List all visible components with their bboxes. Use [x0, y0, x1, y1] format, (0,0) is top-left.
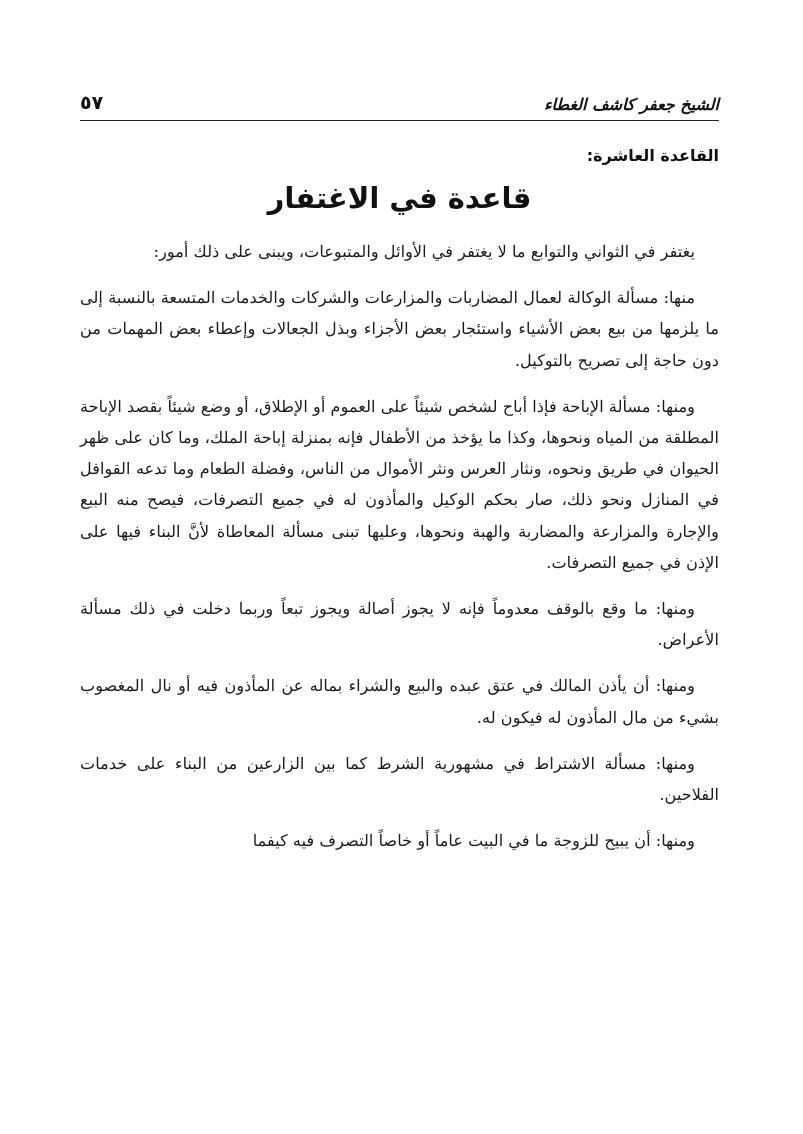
paragraph-intro: يغتفر في الثواني والتوابع ما لا يغتفر في الأوائل والمتبوعات، ويبنى على ذلك أمور: — [153, 242, 695, 261]
paragraph-endowment: ومنها: ما وقع بالوقف معدوماً فإنه لا يجوز أصالة ويجوز تبعاً وربما دخلت في ذلك مسألة الأعراض. — [80, 599, 719, 650]
page-number: ٥٧ — [80, 92, 104, 114]
paragraph-condition: ومنها: مسألة الاشتراط في مشهورية الشرط كما بين الزارعين من البناء على خدمات الفلاحين. — [80, 753, 719, 805]
body-text — [80, 236, 719, 871]
section-label: القاعدة العاشرة: — [586, 146, 719, 165]
paragraph-permission: ومنها: مسألة الإباحة فإذا أباح لشخص شيئاً على العموم أو الإطلاق، أو وضع شيئاً بقصد الإباحة المطلقة من المياه ونحوها، وكذا ما يؤخذ من الأطفال فإنه بمنزلة إباحة الملك، وما كان على ظهر الحيوان في طريق ونحوه، ونثار العرس ونثر الأموال من الناس، وفضلة الطعام وما تدعه القوافل في المنازل ونحو ذلك، صار بحكم الوكيل والمأذون له في جميع التصرفات، فيصح منه البيع والإجارة والمزارعة والمضاربة والهبة ونحوها، وعليها تبنى مسألة المعاطاة لأنَّ البناء فيها على الإذن في جميع التصرفات. — [80, 396, 719, 572]
paragraph-agency: منها: مسألة الوكالة لعمال المضاربات والمزارعات والشركات والخدمات المتسعة بالنسبة إلى ما يلزمها من بيع بعض الأشياء واستئجار بعض الأجزاء وبذل الجعالات وإعطاء بعض المهمات من دون حاجة إلى تصريح بالتوكيل. — [80, 288, 719, 370]
paragraph-wife: ومنها: أن يبيح للزوجة ما في البيت عاماً أو خاصاً التصرف فيه كيفما — [252, 831, 695, 851]
running-title: الشيخ جعفر كاشف الغطاء — [543, 95, 719, 114]
paragraph-owner-permission: ومنها: أن يأذن المالك في عتق عبده والبيع والشراء بماله عن المأذون فيه أو نال المغصوب بشيء من مال المأذون له فيكون له. — [80, 676, 719, 727]
header-divider — [80, 120, 719, 121]
page-header — [80, 82, 719, 114]
chapter-title: قاعدة في الاغتفار — [267, 181, 532, 215]
